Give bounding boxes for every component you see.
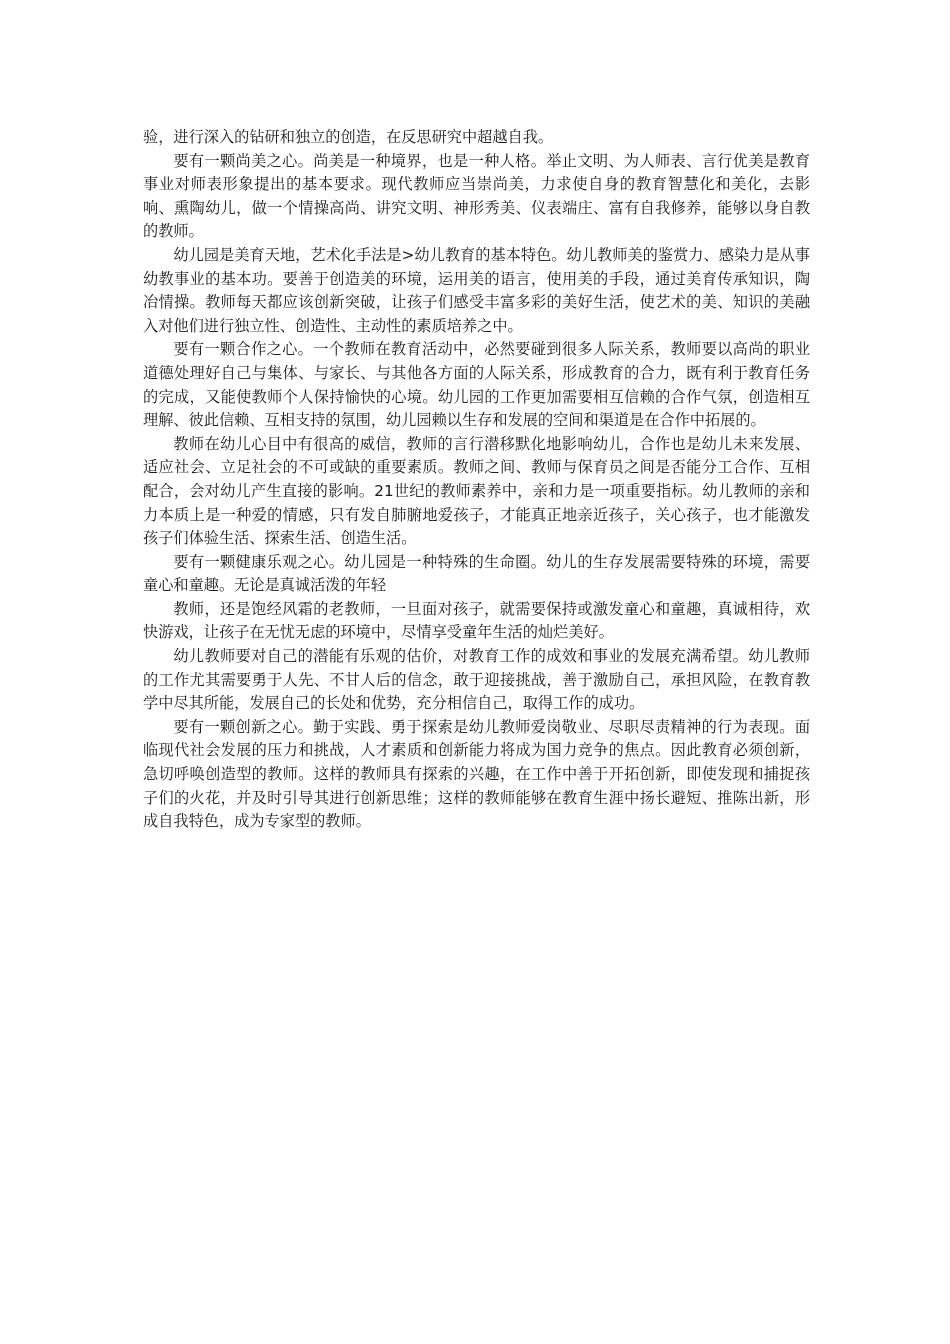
paragraph-1: 验，进行深入的钻研和独立的创造，在反思研究中超越自我。 — [143, 128, 554, 146]
paragraph-6: 要有一颗健康乐观之心。幼儿园是一种特殊的生命圈。幼儿的生存发展需要特殊的环境，需要童心和童趣。无论是真诚活泼的年轻 — [143, 552, 810, 595]
paragraph-8: 幼儿教师要对自己的潜能有乐观的估价，对教育工作的成效和事业的发展充满希望。幼儿教师的工作尤其需要勇于人先、不甘人后的信念，敢于迎接挑战，善于激励自己，承担风险，在教育教学中尽其所能，发展自己的长处和优势，充分相信自己，取得工作的成功。 — [143, 647, 810, 713]
paragraph-9: 要有一颗创新之心。勤于实践、勇于探索是幼儿教师爱岗敬业、尽职尽责精神的行为表现。面临现代社会发展的压力和挑战，人才素质和创新能力将成为国力竞争的焦点。因此教育必须创新，急切呼唤创造型的教师。这样的教师具有探索的兴趣，在工作中善于开拓创新，即使发现和捕捉孩子们的火花，并及时引导其进行创新思维；这样的教师能够在教育生涯中扬长避短、推陈出新，形成自我特色，成为专家型的教师。 — [143, 717, 810, 831]
document-body — [143, 126, 810, 834]
paragraph-3: 幼儿园是美育天地，艺术化手法是>幼儿教育的基本特色。幼儿教师美的鉴赏力、感染力是从事幼教事业的基本功。要善于创造美的环境，运用美的语言，使用美的手段，通过美育传承知识，陶冶情操。教师每天都应该创新突破，让孩子们感受丰富多彩的美好生活，使艺术的美、知识的美融入对他们进行独立性、创造性、主动性的素质培养之中。 — [143, 245, 810, 335]
paragraph-7: 教师，还是饱经风霜的老教师，一旦面对孩子，就需要保持或激发童心和童趣，真诚相待，欢快游戏，让孩子在无忧无虑的环境中，尽情享受童年生活的灿烂美好。 — [143, 599, 810, 642]
paragraph-4: 要有一颗合作之心。一个教师在教育活动中，必然要碰到很多人际关系，教师要以高尚的职业道德处理好自己与集体、与家长、与其他各方面的人际关系，形成教育的合力，既有利于教育任务的完成，又能使教师个人保持愉快的心境。幼儿园的工作更加需要相互信赖的合作气氛，创造相互理解、彼此信赖、互相支持的氛围，幼儿园赖以生存和发展的空间和渠道是在合作中拓展的。 — [143, 340, 810, 430]
paragraph-2: 要有一颗尚美之心。尚美是一种境界，也是一种人格。举止文明、为人师表、言行优美是教育事业对师表形象提出的基本要求。现代教师应当崇尚美，力求使自身的教育智慧化和美化，去影响、熏陶幼儿，做一个情操高尚、讲究文明、神形秀美、仪表端庄、富有自我修养，能够以身自教的教师。 — [143, 151, 810, 241]
paragraph-5: 教师在幼儿心目中有很高的威信，教师的言行潜移默化地影响幼儿，合作也是幼儿未来发展、适应社会、立足社会的不可或缺的重要素质。教师之间、教师与保育员之间是否能分工合作、互相配合，会对幼儿产生直接的影响。21世纪的教师素养中，亲和力是一项重要指标。幼儿教师的亲和力本质上是一种爱的情感，只有发自肺腑地爱孩子，才能真正地亲近孩子，关心孩子，也才能激发孩子们体验生活、探索生活、创造生活。 — [143, 434, 810, 548]
